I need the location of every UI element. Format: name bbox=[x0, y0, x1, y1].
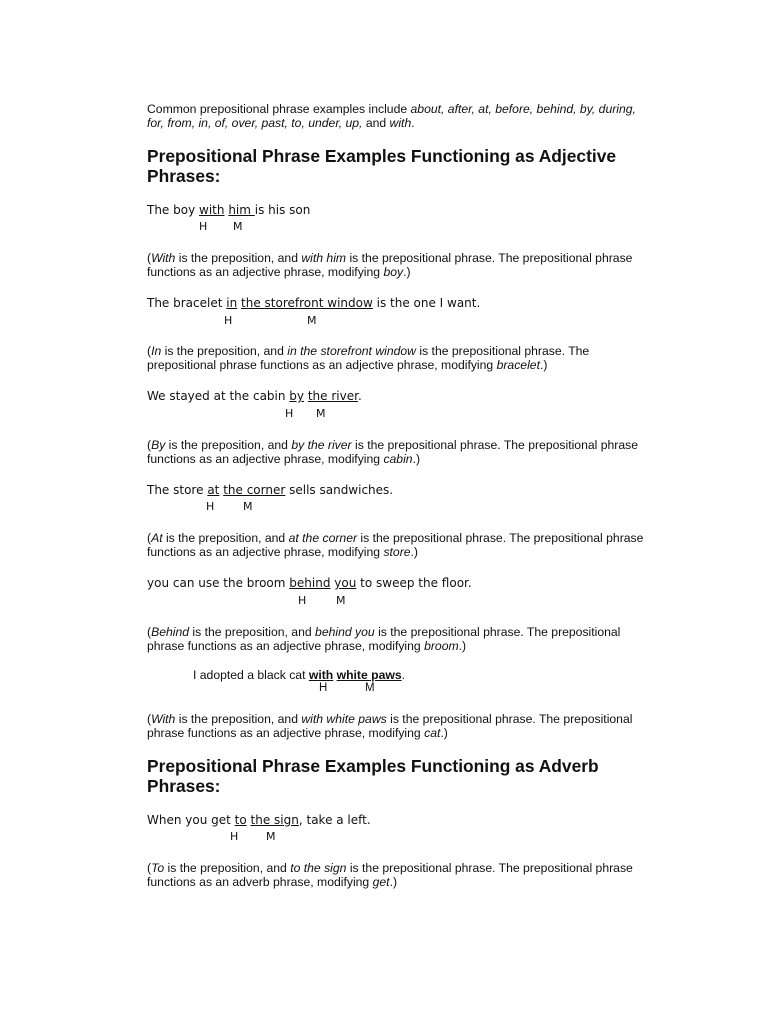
paren: ( bbox=[147, 712, 152, 726]
preposition-last: with bbox=[389, 115, 412, 130]
sentence-text: The bracelet bbox=[147, 296, 227, 310]
sentence-text: I adopted a black cat bbox=[193, 668, 309, 682]
exp-modified-word: bracelet bbox=[496, 357, 540, 372]
exp-text: is the preposition, and bbox=[161, 344, 288, 358]
prepositional-object: the river bbox=[307, 389, 358, 403]
preposition-head: with bbox=[308, 668, 334, 682]
sentence-text: The boy bbox=[147, 203, 200, 217]
head-marker: H bbox=[206, 500, 215, 513]
paren: ( bbox=[147, 438, 152, 452]
preposition-head: in bbox=[226, 296, 238, 310]
exp-phrase: by the river bbox=[291, 438, 352, 452]
example-sentence-7 bbox=[147, 813, 652, 828]
exp-modified-word: cat bbox=[424, 725, 441, 740]
modifier-marker: M bbox=[266, 830, 276, 843]
exp-modified-word: store bbox=[383, 544, 411, 559]
exp-phrase: to the sign bbox=[290, 861, 347, 875]
preposition-head: behind bbox=[289, 576, 331, 590]
example-sentence-6 bbox=[193, 668, 698, 683]
intro-and: and bbox=[362, 115, 390, 130]
exp-modified-word: broom bbox=[424, 638, 459, 653]
heading-adjective-phrases: Prepositional Phrase Examples Functioning as Adjective Phrases: bbox=[147, 146, 617, 186]
exp-text: is the preposition, and bbox=[164, 861, 291, 875]
intro-end: . bbox=[411, 115, 415, 130]
sentence-text: is the one I want. bbox=[372, 296, 481, 310]
example-sentence-5 bbox=[147, 576, 652, 591]
exp-text: is the preposition, and bbox=[175, 251, 302, 265]
exp-preposition: Behind bbox=[151, 625, 190, 639]
sentence-text: sells sandwiches. bbox=[285, 483, 394, 497]
sentence-text: . bbox=[357, 389, 362, 403]
exp-phrase: behind you bbox=[315, 625, 375, 639]
exp-text: is the preposition, and bbox=[165, 438, 292, 452]
sentence-text: to sweep the floor. bbox=[356, 576, 472, 590]
preposition-head: to bbox=[234, 813, 247, 827]
preposition-head: by bbox=[289, 389, 305, 403]
head-marker: H bbox=[319, 682, 328, 694]
prepositional-object: white paws bbox=[336, 668, 402, 682]
exp-phrase: at the corner bbox=[288, 531, 358, 545]
modifier-marker: M bbox=[365, 682, 375, 694]
exp-text: is the preposition, and bbox=[162, 531, 289, 545]
paren: .) bbox=[412, 451, 421, 466]
paren: ( bbox=[147, 531, 152, 545]
prepositional-object: the sign bbox=[250, 813, 299, 827]
prepositional-object: him bbox=[228, 203, 255, 217]
prepositional-object: the storefront window bbox=[241, 296, 373, 310]
preposition-head: at bbox=[207, 483, 220, 497]
paren: .) bbox=[440, 725, 448, 740]
sentence-text: , take a left. bbox=[298, 813, 371, 827]
exp-phrase: in the storefront window bbox=[287, 344, 416, 358]
explanation-2 bbox=[147, 345, 652, 372]
sentence-text: you can use the broom bbox=[147, 576, 290, 590]
paren: .) bbox=[410, 544, 418, 559]
example-sentence-3 bbox=[147, 389, 652, 404]
exp-text: is the prepositional phrase. The prepositional phrase functions as an adjective phrase, modifying bbox=[147, 438, 638, 466]
preposition-list: about, after, at, before, behind, by, during, for, from, in, of, over, past, to, under, up, bbox=[147, 102, 636, 130]
exp-text: is the preposition, and bbox=[189, 625, 316, 639]
sentence-text: We stayed at the cabin bbox=[147, 389, 290, 403]
example-sentence-1 bbox=[147, 203, 652, 218]
exp-text: is the prepositional phrase. The prepositional phrase functions as an adverb phrase, modifying bbox=[147, 861, 633, 889]
head-marker: H bbox=[298, 594, 307, 607]
exp-text: is the prepositional phrase. The prepositional phrase functions as an adjective phrase, modifying bbox=[147, 251, 633, 279]
explanation-3 bbox=[147, 439, 652, 466]
exp-text: is the prepositional phrase. The prepositional phrase functions as an adjective phrase, modifying bbox=[147, 344, 590, 372]
exp-modified-word: boy bbox=[383, 264, 404, 279]
exp-text: is the prepositional phrase. The prepositional phrase functions as an adjective phrase, modifying bbox=[147, 531, 644, 559]
example-sentence-4 bbox=[147, 483, 652, 498]
exp-preposition: With bbox=[151, 712, 176, 726]
heading-adverb-phrases: Prepositional Phrase Examples Functioning as Adverb Phrases: bbox=[147, 756, 599, 796]
exp-preposition: In bbox=[151, 344, 162, 358]
explanation-7 bbox=[147, 862, 652, 889]
prepositional-object: the corner bbox=[223, 483, 286, 497]
paren: ( bbox=[147, 344, 152, 358]
exp-text: is the preposition, and bbox=[175, 712, 302, 726]
exp-modified-word: cabin bbox=[383, 451, 413, 466]
exp-text: is the prepositional phrase. The prepositional phrase functions as an adjective phrase, modifying bbox=[147, 625, 621, 653]
paren: .) bbox=[389, 874, 398, 889]
exp-phrase: with white paws bbox=[301, 712, 387, 726]
exp-preposition: With bbox=[151, 251, 176, 265]
sentence-text: When you get bbox=[147, 813, 235, 827]
modifier-marker: M bbox=[336, 594, 346, 607]
modifier-marker: M bbox=[316, 407, 326, 420]
intro-text: Common prepositional phrase examples include bbox=[147, 102, 411, 116]
paren: .) bbox=[539, 357, 548, 372]
preposition-head: with bbox=[199, 203, 225, 217]
example-sentence-2 bbox=[147, 296, 652, 311]
exp-phrase: with him bbox=[301, 251, 347, 265]
exp-text: is the prepositional phrase. The prepositional phrase functions as an adjective phrase, modifying bbox=[147, 712, 633, 740]
head-marker: H bbox=[224, 314, 233, 327]
paren: ( bbox=[147, 625, 152, 639]
head-marker: H bbox=[285, 407, 294, 420]
exp-preposition: To bbox=[151, 861, 165, 875]
intro-paragraph bbox=[147, 103, 652, 130]
sentence-text: . bbox=[401, 668, 406, 682]
explanation-6 bbox=[147, 713, 652, 740]
paren: ( bbox=[147, 251, 152, 265]
prepositional-object: you bbox=[334, 576, 357, 590]
exp-modified-word: get bbox=[372, 874, 390, 889]
explanation-1 bbox=[147, 252, 652, 279]
paren: ( bbox=[147, 861, 152, 875]
explanation-4 bbox=[147, 532, 652, 559]
modifier-marker: M bbox=[307, 314, 317, 327]
exp-preposition: At bbox=[151, 531, 163, 545]
modifier-marker: M bbox=[233, 220, 243, 233]
exp-preposition: By bbox=[151, 438, 166, 452]
explanation-5 bbox=[147, 626, 652, 653]
sentence-text: The store bbox=[147, 483, 208, 497]
head-marker: H bbox=[199, 220, 208, 233]
modifier-marker: M bbox=[243, 500, 253, 513]
sentence-text: is his son bbox=[254, 203, 311, 217]
head-marker: H bbox=[230, 830, 239, 843]
paren: .) bbox=[458, 638, 467, 653]
paren: .) bbox=[403, 264, 411, 279]
